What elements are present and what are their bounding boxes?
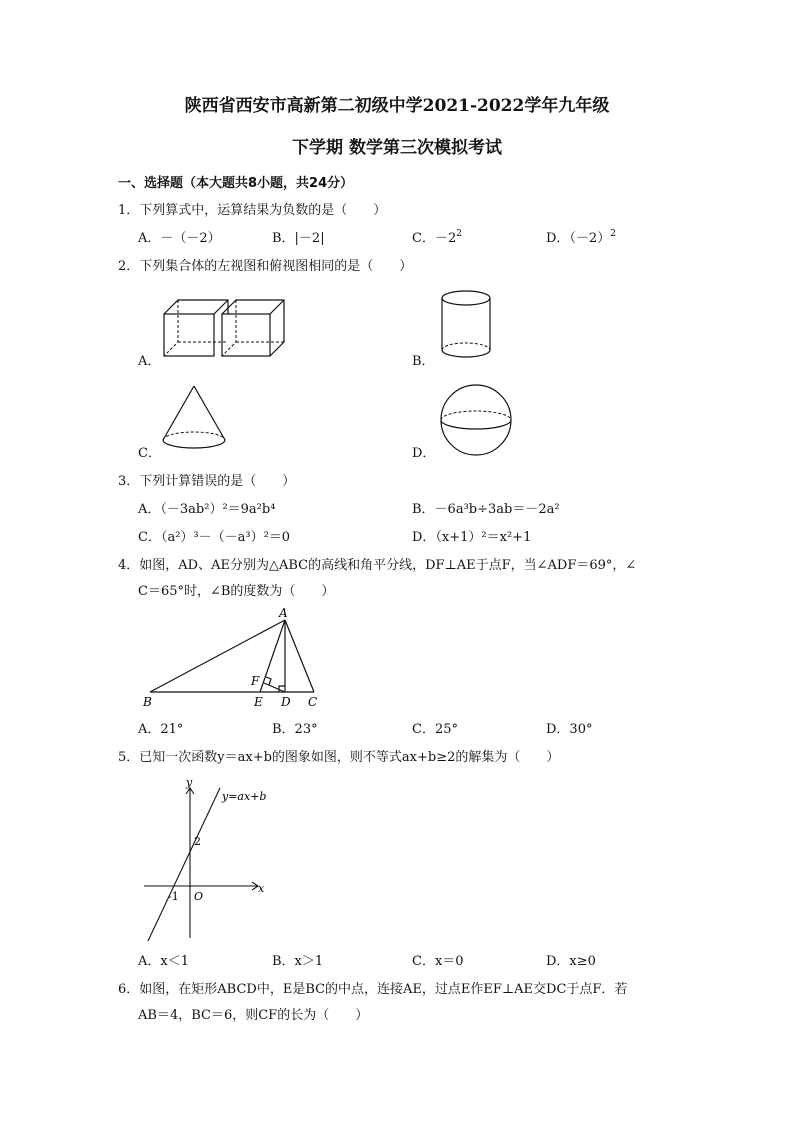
q4-option-a: A．21° [138,722,184,737]
page-title-line1: 陕西省西安市高新第二初级中学2021-2022学年九年级 [184,96,610,116]
q3-option-c: C．（a²）³－（－a³）²＝0 [138,530,291,545]
q2-option-c: C． [138,446,161,461]
linear-function-graph [140,778,272,944]
question-5-stem: 5．已知一次函数y＝ax+b的图象如图，则不等式ax+b≥2的解集为（ ） [118,750,560,765]
question-1-stem: 1．下列算式中，运算结果为负数的是（ ） [118,203,387,218]
axis-x-label: x [258,882,265,895]
q5-option-a: A．x＜1 [138,954,189,969]
q1-option-b: B．|－2| [272,231,325,246]
cone-figure [160,384,228,452]
label-b: B [143,695,152,709]
question-6-stem-line1: 6．如图，在矩形ABCD中，E是BC的中点，连接AE，过点E作EF⊥AE交DC于点F．若 [118,982,628,997]
origin-label: O [194,890,204,903]
two-cubes-figure [160,296,280,360]
q5-option-b: B．x＞1 [272,954,324,969]
label-d: D [281,695,291,709]
question-4-stem-line1: 4．如图，AD、AE分别为△ABC的高线和角平分线，DF⊥AE于点F，当∠ADF＝69°，∠ [118,558,637,573]
sphere-figure [438,382,514,458]
line-label: y=ax+b [222,790,267,803]
q3-option-a: A．（－3ab²）²＝9a²b⁴ [138,502,276,517]
label-f: F [251,674,260,688]
q2-option-b: B． [412,354,435,369]
q2-option-d: D． [412,446,436,461]
question-2-stem: 2．下列集合体的左视图和俯视图相同的是（ ） [118,259,413,274]
q4-option-b: B．23° [272,722,318,737]
q2-option-a: A． [138,354,161,369]
x-intercept-label: -1 [168,890,179,903]
label-e: E [254,695,263,709]
section-heading: 一、选择题（本大题共8小题，共24分） [118,176,354,191]
label-c: C [308,695,318,709]
triangle-figure [140,606,330,710]
q5-option-c: C．x＝0 [412,954,464,969]
q1-option-d: D．$(-2)^2$ [546,229,616,246]
page-title-line2: 下学期 数学第三次模拟考试 [292,138,502,158]
q1-option-a: A．－（－2） [138,231,221,246]
q5-option-d: D．x≥0 [546,954,596,969]
cylinder-figure [440,290,492,360]
y-intercept-label: 2 [194,835,201,848]
q4-option-d: D．30° [546,722,593,737]
axis-y-label: y [186,776,193,789]
q3-option-b: B．－6a³b÷3ab＝－2a² [412,502,560,517]
q4-option-c: C．25° [412,722,458,737]
q1-option-c: C．$-2^2$ [412,229,462,246]
label-a: A [279,606,288,620]
question-6-stem-line2: AB＝4，BC＝6，则CF的长为（ ） [138,1008,369,1023]
question-3-stem: 3．下列计算错误的是（ ） [118,474,296,489]
q3-option-d: D．（x+1）²＝x²+1 [412,530,532,545]
question-4-stem-line2: C＝65°时，∠B的度数为（ ） [138,584,335,599]
